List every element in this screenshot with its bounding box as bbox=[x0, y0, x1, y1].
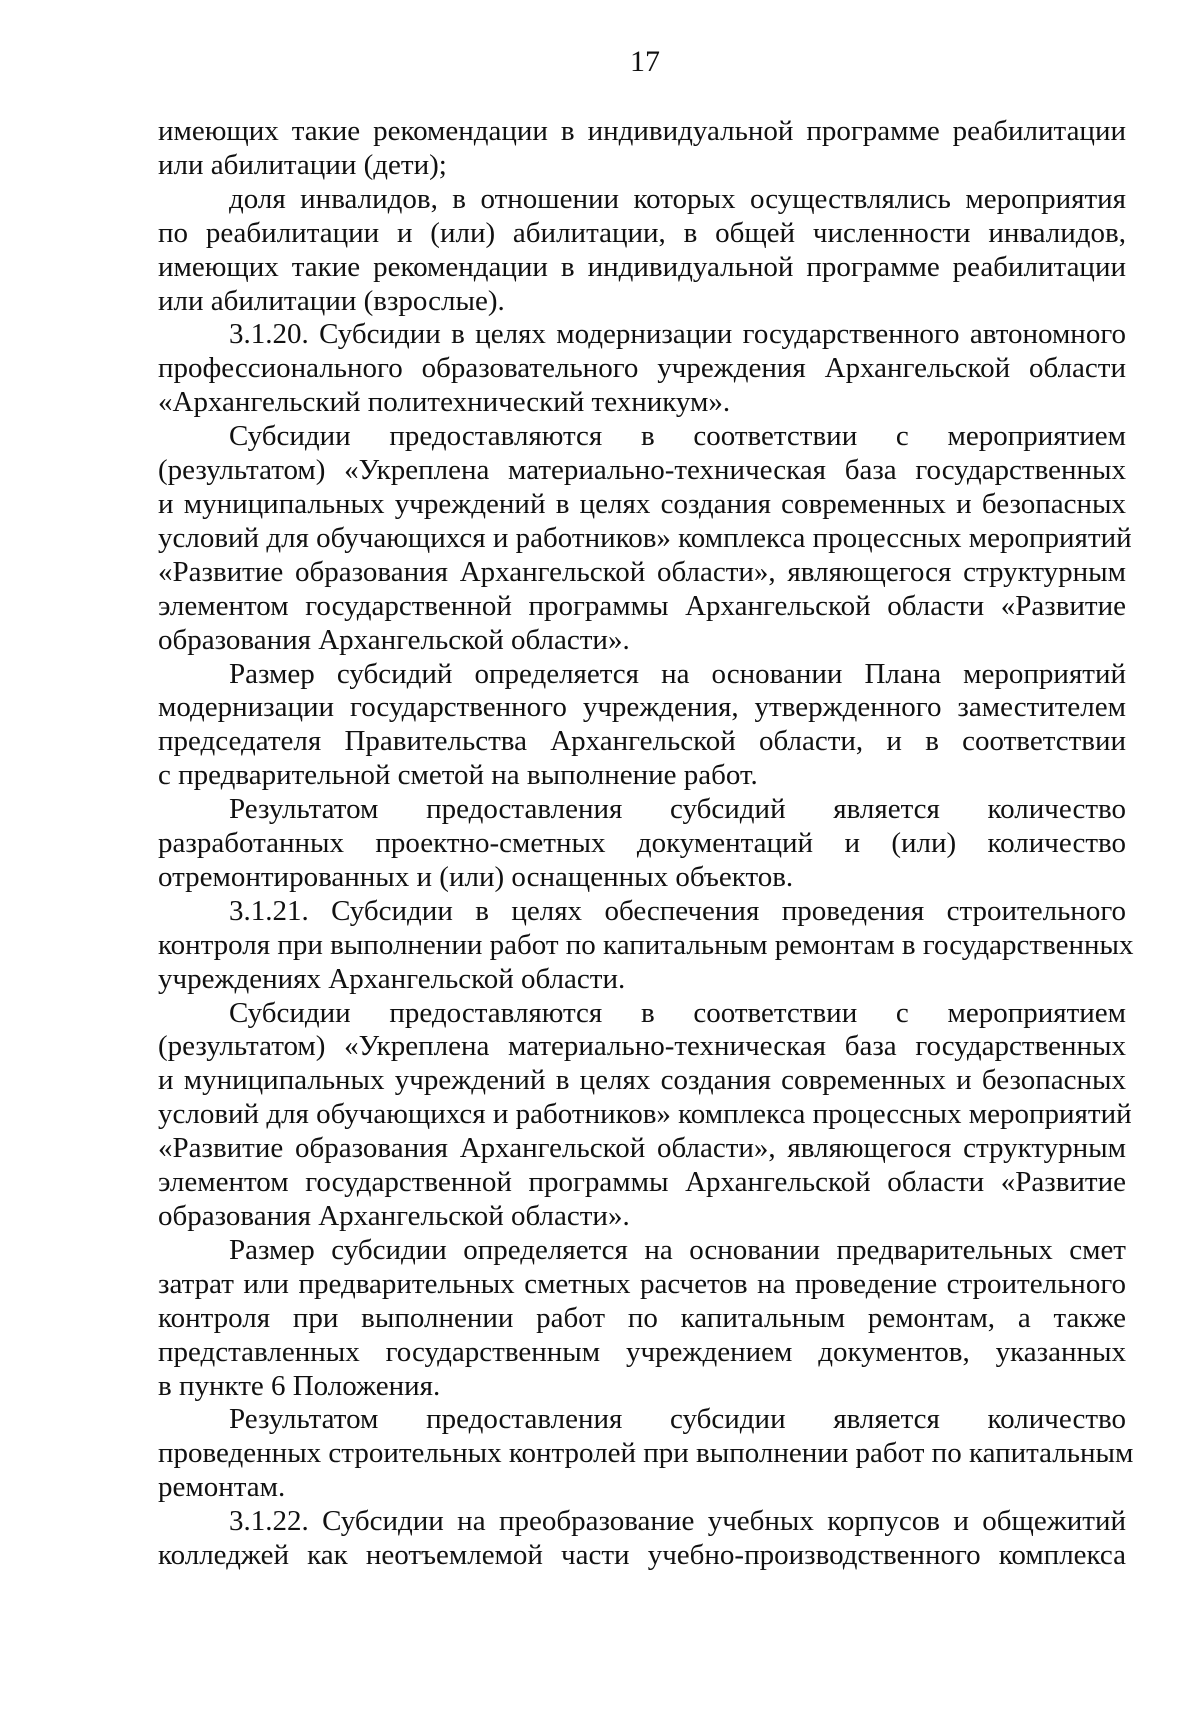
document-body bbox=[158, 115, 1134, 1573]
text-line: Субсидии предоставляются в соответствии с мероприятием bbox=[229, 996, 1126, 1029]
text-line: контроля при выполнении работ по капитальным ремонтам, а также bbox=[158, 1301, 1126, 1334]
text-line: Результатом предоставления субсидий является количество bbox=[229, 793, 1126, 826]
text-line: затрат или предварительных сметных расчетов на проведение строительного bbox=[158, 1267, 1126, 1300]
text-line: колледжей как неотъемлемой части учебно-производственного комплекса bbox=[158, 1539, 1126, 1572]
text-line: профессионального образовательного учреждения Архангельской области bbox=[158, 352, 1126, 385]
text-line: контроля при выполнении работ по капитальным ремонтам в государственных bbox=[158, 928, 1134, 961]
text-line: условий для обучающихся и работников» комплекса процессных мероприятий bbox=[158, 1098, 1132, 1131]
text-line: отремонтированных и (или) оснащенных объектов. bbox=[158, 860, 794, 893]
text-line: имеющих такие рекомендации в индивидуальной программе реабилитации bbox=[158, 115, 1126, 147]
page-number: 17 bbox=[630, 45, 660, 78]
text-line: по реабилитации и (или) абилитации, в общей численности инвалидов, bbox=[158, 216, 1126, 249]
text-line: учреждениях Архангельской области. bbox=[158, 962, 626, 995]
text-line: 3.1.21. Субсидии в целях обеспечения проведения строительного bbox=[229, 894, 1126, 927]
text-line: условий для обучающихся и работников» комплекса процессных мероприятий bbox=[158, 521, 1132, 554]
text-line: образования Архангельской области». bbox=[158, 623, 630, 656]
text-line: Размер субсидий определяется на основании Плана мероприятий bbox=[229, 657, 1126, 690]
text-line: проведенных строительных контролей при выполнении работ по капитальным bbox=[158, 1437, 1134, 1470]
text-line: «Развитие образования Архангельской области», являющегося структурным bbox=[158, 555, 1126, 588]
text-line: председателя Правительства Архангельской области, и в соответствии bbox=[158, 725, 1126, 758]
text-line: 3.1.20. Субсидии в целях модернизации государственного автономного bbox=[229, 318, 1126, 351]
text-line: и муниципальных учреждений в целях создания современных и безопасных bbox=[158, 1064, 1126, 1097]
text-line: (результатом) «Укреплена материально-техническая база государственных bbox=[158, 454, 1126, 487]
text-line: (результатом) «Укреплена материально-техническая база государственных bbox=[158, 1030, 1126, 1063]
text-line: образования Архангельской области». bbox=[158, 1200, 630, 1232]
text-line: доля инвалидов, в отношении которых осуществлялись мероприятия bbox=[229, 182, 1126, 215]
text-line: элементом государственной программы Архангельской области «Развитие bbox=[158, 589, 1126, 622]
text-line: и муниципальных учреждений в целях создания современных и безопасных bbox=[158, 487, 1126, 520]
text-line: Результатом предоставления субсидии является количество bbox=[229, 1403, 1126, 1436]
text-line: разработанных проектно-сметных документаций и (или) количество bbox=[158, 827, 1126, 860]
text-line: 3.1.22. Субсидии на преобразование учебных корпусов и общежитий bbox=[229, 1505, 1126, 1538]
text-line: «Архангельский политехнический техникум». bbox=[158, 386, 731, 419]
text-line: Размер субсидии определяется на основании предварительных смет bbox=[229, 1233, 1126, 1266]
text-line: с предварительной сметой на выполнение работ. bbox=[158, 759, 758, 792]
text-line: ремонтам. bbox=[158, 1471, 286, 1504]
text-line: «Развитие образования Архангельской области», являющегося структурным bbox=[158, 1132, 1126, 1165]
text-line: Субсидии предоставляются в соответствии с мероприятием bbox=[229, 420, 1126, 453]
text-line: элементом государственной программы Архангельской области «Развитие bbox=[158, 1166, 1126, 1199]
text-line: или абилитации (взрослые). bbox=[158, 284, 505, 317]
text-line: модернизации государственного учреждения, утвержденного заместителем bbox=[158, 691, 1126, 724]
text-line: в пункте 6 Положения. bbox=[158, 1369, 441, 1402]
text-line: имеющих такие рекомендации в индивидуальной программе реабилитации bbox=[158, 250, 1126, 283]
text-line: представленных государственным учреждением документов, указанных bbox=[158, 1335, 1126, 1368]
text-line: или абилитации (дети); bbox=[158, 148, 447, 181]
